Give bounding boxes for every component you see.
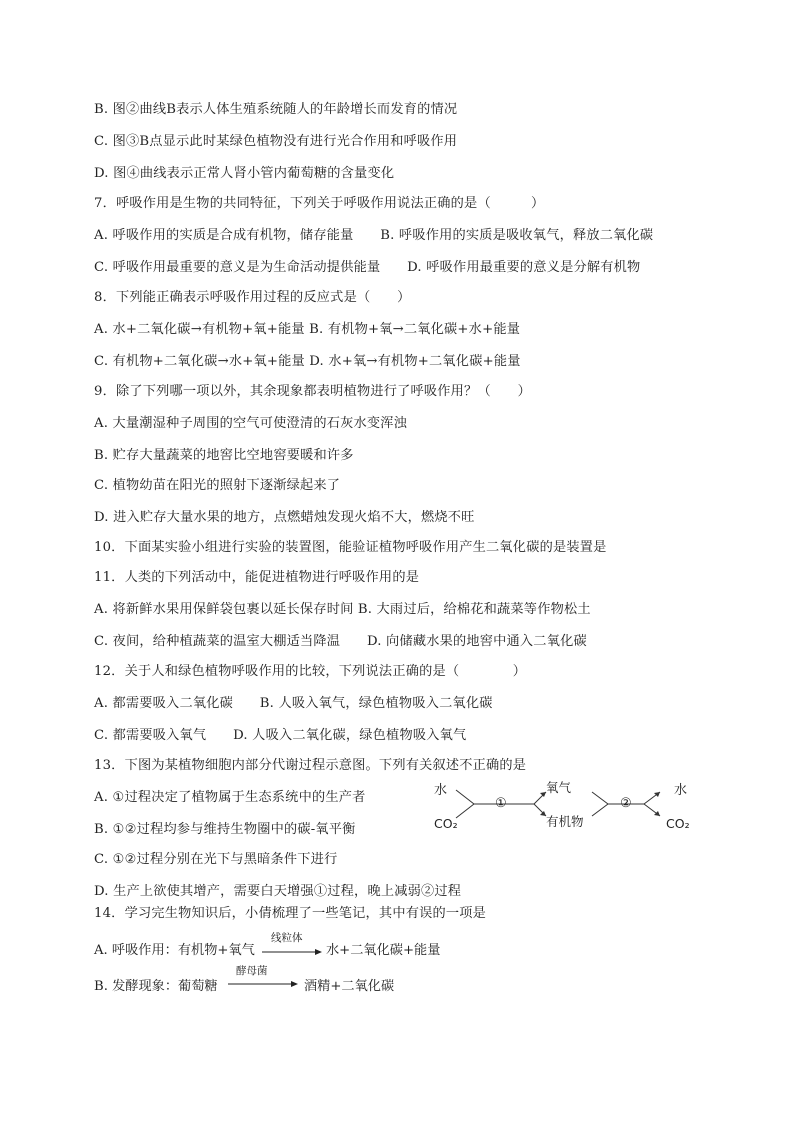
metabolism-diagram [432,778,702,840]
text-line: C. 夜间，给种植蔬菜的温室大棚适当降温 D. 向储藏水果的地窖中通入二氧化碳 [94,634,587,649]
text-line: C. 有机物+二氧化碳→水+氧+能量 D. 水+氧→有机物+二氧化碳+能量 [94,354,521,369]
diagram-co2-in: CO₂ [434,816,458,831]
eq-b-suffix: 酒精+二氧化碳 [304,979,395,994]
text-line: D. 进入贮存大量水果的地方，点燃蜡烛发现火焰不大，燃烧不旺 [94,510,475,525]
text-line: A. 水+二氧化碳→有机物+氧+能量 B. 有机物+氧→二氧化碳+水+能量 [94,322,521,337]
text-line: A. 呼吸作用的实质是合成有机物，储存能量 B. 呼吸作用的实质是吸收氧气，释放二氧化碳 [94,228,654,243]
diagram-organic-matter: 有机物 [546,814,584,829]
text-line: A. 都需要吸入二氧化碳 B. 人吸入氧气，绿色植物吸入二氧化碳 [94,696,493,711]
text-line: C. 都需要吸入氧气 D. 人吸入二氧化碳，绿色植物吸入氧气 [94,728,467,743]
eq-a-arrow [262,947,324,957]
eq-a-suffix: 水+二氧化碳+能量 [326,943,441,958]
text-line: C. ①②过程分别在光下与黑暗条件下进行 [94,852,338,867]
text-line: C. 图③B点显示此时某绿色植物没有进行光合作用和呼吸作用 [94,134,458,149]
eq-b-prefix: B. 发酵现象：葡萄糖 [94,979,218,994]
text-line: 8．下列能正确表示呼吸作用过程的反应式是（ ） [94,290,411,305]
text-line: D. 图④曲线表示正常人肾小管内葡萄糖的含量变化 [94,166,395,181]
text-line: 12．关于人和绿色植物呼吸作用的比较，下列说法正确的是（ ） [94,664,527,679]
text-line: 10．下面某实验小组进行实验的装置图，能验证植物呼吸作用产生二氧化碳的是装置是 [94,540,607,555]
diagram-oxygen: 氧气 [546,780,572,795]
diagram-water-out: 水 [674,783,688,798]
eq-b-arrow [228,979,300,989]
text-line: 13．下图为某植物细胞内部分代谢过程示意图。下列有关叙述不正确的是 [94,758,527,773]
text-line: 11．人类的下列活动中，能促进植物进行呼吸作用的是 [94,570,420,585]
text-line: 14．学习完生物知识后，小倩梳理了一些笔记，其中有误的一项是 [94,906,487,921]
text-line: 9．除了下列哪一项以外，其余现象都表明植物进行了呼吸作用？（ ） [94,384,531,399]
eq-b-condition: 酵母菌 [236,965,268,977]
text-line: A. ①过程决定了植物属于生态系统中的生产者 [94,790,366,805]
eq-a-condition: 线粒体 [271,932,303,944]
text-line: D. 生产上欲使其增产，需要白天增强①过程，晚上减弱②过程 [94,884,462,899]
diagram-water-in: 水 [434,783,448,798]
metabolism-diagram-lines [432,778,702,840]
text-line: B. 贮存大量蔬菜的地窖比空地窖要暖和许多 [94,448,354,463]
eq-a-prefix: A. 呼吸作用：有机物+氧气 [94,943,255,958]
diagram-step-2: ② [620,796,632,811]
diagram-step-1: ① [495,796,507,811]
text-line: B. ①②过程均参与维持生物圈中的碳-氧平衡 [94,822,356,837]
diagram-co2-out: CO₂ [666,816,690,831]
text-line: C. 呼吸作用最重要的意义是为生命活动提供能量 D. 呼吸作用最重要的意义是分解有机物 [94,260,641,275]
text-line: A. 大量潮湿种子周围的空气可使澄清的石灰水变浑浊 [94,416,408,431]
text-line: C. 植物幼苗在阳光的照射下逐渐绿起来了 [94,478,341,493]
text-line: A. 将新鲜水果用保鲜袋包裹以延长保存时间 B. 大雨过后，给棉花和蔬菜等作物松土 [94,602,591,617]
text-line: B. 图②曲线B表示人体生殖系统随人的年龄增长而发育的情况 [94,102,458,117]
text-line: 7．呼吸作用是生物的共同特征，下列关于呼吸作用说法正确的是（ ） [94,196,545,211]
